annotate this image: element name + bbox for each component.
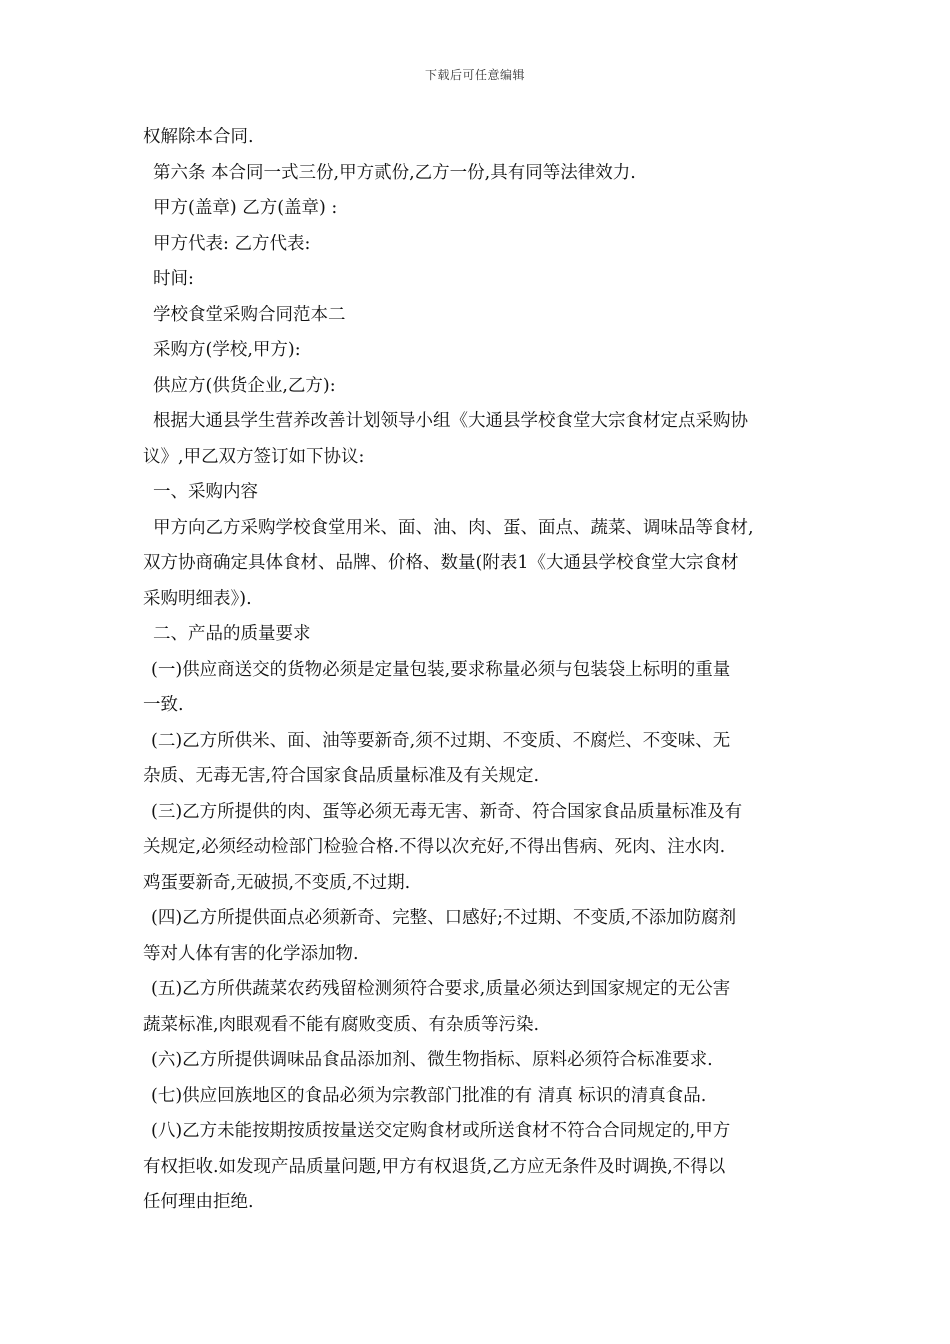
text-line: 议》,甲乙双方签订如下协议: [143,446,365,467]
text-line: 第六条 本合同一式三份,甲方贰份,乙方一份,具有同等法律效力. [153,162,636,183]
clause-line: (一)供应商送交的货物必须是定量包装,要求称量必须与包装袋上标明的重量 [151,659,731,680]
text-line: 采购方(学校,甲方): [153,340,301,360]
text-line: 供应方(供货企业,乙方): [153,375,336,396]
text-line: 采购明细表》). [143,588,252,609]
text-line: 时间: [153,269,194,289]
text-line: 甲方代表: 乙方代表: [153,233,311,254]
text-line: 有权拒收.如发现产品质量问题,甲方有权退货,乙方应无条件及时调换,不得以 [143,1156,726,1177]
page-header-note: 下载后可任意编辑 [424,68,525,82]
section-heading: 一、采购内容 [153,482,258,502]
document-body [143,120,815,1221]
text-line: 甲方向乙方采购学校食堂用米、面、油、肉、蛋、面点、蔬菜、调味品等食材, [153,517,754,538]
text-line: 杂质、无毒无害,符合国家食品质量标准及有关规定. [143,766,540,786]
clause-line: (四)乙方所提供面点必须新奇、完整、口感好;不过期、不变质,不添加防腐剂 [151,908,737,928]
clause-line: (八)乙方未能按期按质按量送交定购食材或所送食材不符合合同规定的,甲方 [151,1121,731,1141]
clause-line: (二)乙方所供米、面、油等要新奇,须不过期、不变质、不腐烂、不变味、无 [151,730,731,751]
text-line: 甲方(盖章) 乙方(盖章) : [153,198,338,218]
clause-line: (七)供应回族地区的食品必须为宗教部门批准的有 清真 标识的清真食品. [151,1085,707,1106]
clause-line: (六)乙方所提供调味品食品添加剂、微生物指标、原料必须符合标准要求. [151,1050,713,1070]
text-line: 任何理由拒绝. [143,1192,254,1212]
section-title: 学校食堂采购合同范本二 [153,304,346,325]
text-line: 权解除本合同. [143,127,254,147]
text-line: 鸡蛋要新奇,无破损,不变质,不过期. [143,872,411,893]
clause-line: (三)乙方所提供的肉、蛋等必须无毒无害、新奇、符合国家食品质量标准及有 [151,801,743,822]
section-heading: 二、产品的质量要求 [153,624,311,644]
clause-line: (五)乙方所供蔬菜农药残留检测须符合要求,质量必须达到国家规定的无公害 [151,979,731,999]
text-line: 双方协商确定具体食材、品牌、价格、数量(附表1《大通县学校食堂大宗食材 [143,553,739,573]
text-line: 一致. [143,695,184,715]
text-line: 关规定,必须经动检部门检验合格.不得以次充好,不得出售病、死肉、注水肉. [143,837,726,857]
text-line: 等对人体有害的化学添加物. [143,943,359,964]
text-line: 根据大通县学生营养改善计划领导小组《大通县学校食堂大宗食材定点采购协 [153,411,748,431]
text-line: 蔬菜标准,肉眼观看不能有腐败变质、有杂质等污染. [143,1014,540,1035]
